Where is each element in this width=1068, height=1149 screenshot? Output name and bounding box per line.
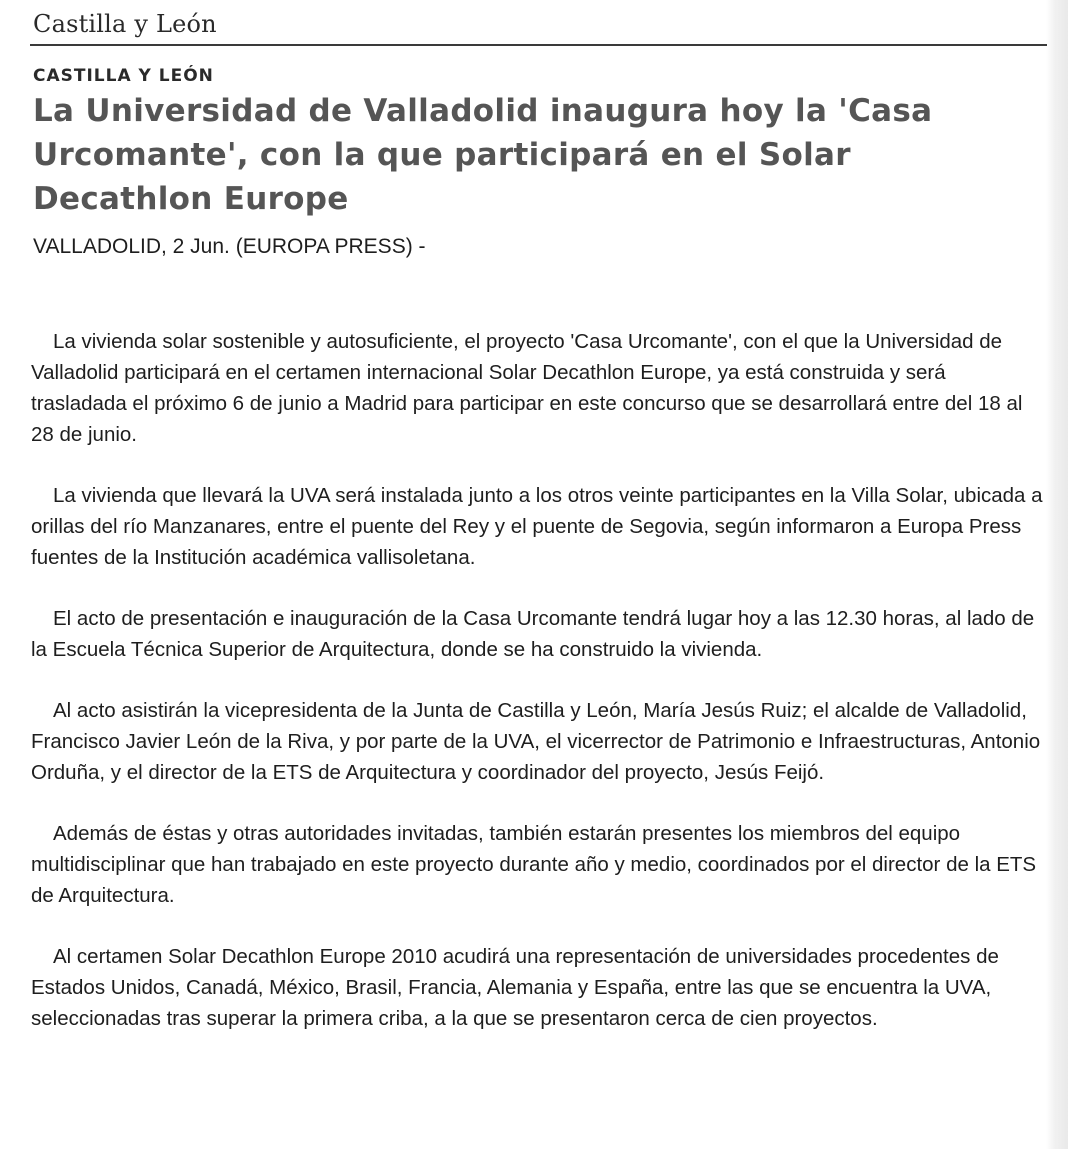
article-paragraph: Al certamen Solar Decathlon Europe 2010 acudirá una representación de universidades procedentes de Estados Unidos, Canadá, México, Brasil, Francia, Alemania y España, entre las que se encuentra la UVA, seleccionadas tras superar la primera criba, a la que se presentaron cerca de cien proyectos. <box>31 945 999 1030</box>
article-body <box>31 326 1046 1064</box>
scan-edge-shadow <box>1046 0 1068 1149</box>
article-dateline: VALLADOLID, 2 Jun. (EUROPA PRESS) - <box>33 235 426 258</box>
article-paragraph: Al acto asistirán la vicepresidenta de la Junta de Castilla y León, María Jesús Ruiz; el alcalde de Valladolid, Francisco Javier León de la Riva, y por parte de la UVA, el vicerrector de Patrimonio e Infraestructuras, Antonio Orduña, y el director de la ETS de Arquitectura y coordinador del proyecto, Jesús Feijó. <box>31 699 1041 784</box>
article-paragraph: La vivienda solar sostenible y autosuficiente, el proyecto 'Casa Urcomante', con el que la Universidad de Valladolid participará en el certamen internacional Solar Decathlon Europe, ya está construida y será trasladada el próximo 6 de junio a Madrid para participar en este concurso que se desarrollará entre del 18 al 28 de junio. <box>31 330 1023 446</box>
section-header: Castilla y León <box>33 10 217 38</box>
article-kicker: CASTILLA Y LEÓN <box>33 66 214 86</box>
article-paragraph: La vivienda que llevará la UVA será instalada junto a los otros veinte participantes en la Villa Solar, ubicada a orillas del río Manzanares, entre el puente del Rey y el puente de Segovia, según informaron a Europa Press fuentes de la Institución académica vallisoletana. <box>31 484 1043 569</box>
article-paragraph: Además de éstas y otras autoridades invitadas, también estarán presentes los miembros del equipo multidisciplinar que han trabajado en este proyecto durante año y medio, coordinados por el director de la ETS de Arquitectura. <box>31 822 1037 907</box>
article-paragraph: El acto de presentación e inauguración de la Casa Urcomante tendrá lugar hoy a las 12.30 horas, al lado de la Escuela Técnica Superior de Arquitectura, donde se ha construido la vivienda. <box>31 607 1035 661</box>
header-rule <box>30 44 1047 46</box>
article-headline: La Universidad de Valladolid inaugura hoy la 'Casa Urcomante', con la que participará en el Solar Decathlon Europe <box>33 93 933 217</box>
